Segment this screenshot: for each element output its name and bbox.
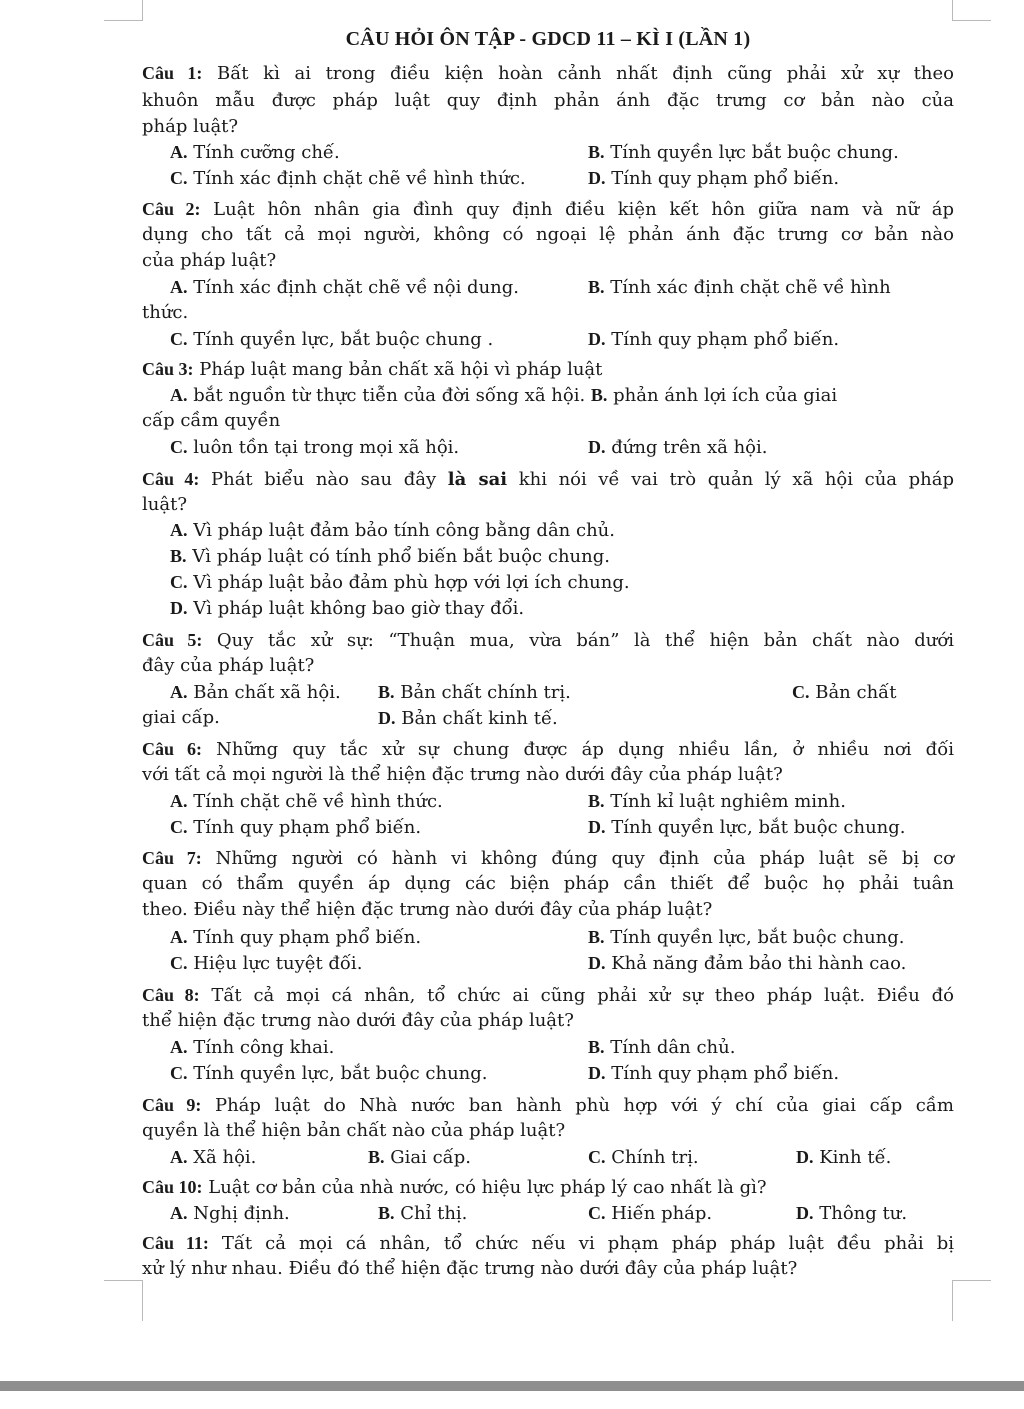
question-5-line-2: đây của pháp luật? (142, 655, 315, 676)
question-2-label: Câu 2: (142, 199, 201, 219)
question-4-text: Phát biểu nào sau đây (199, 469, 448, 490)
option-text: Tính quy phạm phổ biến. (605, 168, 840, 189)
question-7-line-3: theo. Điều này thể hiện đặc trưng nào dưới đây của pháp luật? (142, 899, 713, 920)
option-label: C. (170, 1063, 188, 1083)
question-11-text: Tất cả mọi cá nhân, tổ chức nếu vi phạm pháp pháp luật đều phải bị (208, 1233, 954, 1254)
q8-option-b (588, 1034, 735, 1061)
option-text: Xã hội. (187, 1147, 257, 1168)
option-text: Vì pháp luật bảo đảm phù hợp với lợi ích chung. (187, 572, 630, 593)
q2-option-b (588, 274, 891, 301)
question-1-line-2: khuôn mẫu được pháp luật quy định phản ánh đặc trưng cơ bản nào của (142, 90, 954, 111)
question-11-label: Câu 11: (142, 1233, 209, 1253)
option-label: C. (792, 682, 810, 702)
option-text: Tính kỉ luật nghiêm minh. (604, 791, 846, 812)
option-text: Tính chặt chẽ về hình thức. (187, 791, 443, 812)
q3-option-a (170, 382, 837, 409)
question-5-text: Quy tắc xử sự: “Thuận mua, vừa bán” là thể hiện bản chất nào dưới (202, 630, 954, 651)
q10-option-c (588, 1200, 712, 1227)
q10-option-a (170, 1200, 290, 1227)
q8-option-c (170, 1060, 488, 1087)
option-label: D. (378, 708, 396, 728)
option-label: C. (170, 168, 188, 188)
option-text: Tính xác định chặt chẽ về nội dung. (187, 277, 519, 298)
q2-option-d (588, 326, 839, 353)
q6-option-b (588, 788, 846, 815)
option-text: Tính quyền lực, bắt buộc chung. (187, 1063, 488, 1084)
question-7-line-1 (142, 845, 954, 872)
q3-option-c (170, 434, 459, 461)
option-text: Tính xác định chặt chẽ về hình thức. (187, 168, 526, 189)
q6-option-d (588, 814, 906, 841)
option-label: C. (170, 817, 188, 837)
option-text: Hiệu lực tuyệt đối. (187, 953, 363, 974)
option-label: B. (588, 791, 605, 811)
question-10-line-1 (142, 1174, 767, 1201)
question-1-label: Câu 1: (142, 63, 203, 83)
q9-option-c (588, 1144, 699, 1171)
option-text: Bản chất chính trị. (394, 682, 571, 703)
option-label: D. (796, 1203, 814, 1223)
question-10-label: Câu 10: (142, 1177, 203, 1197)
option-text: Bản chất xã hội. (187, 682, 341, 703)
question-9-line-2: quyền là thể hiện bản chất nào của pháp luật? (142, 1120, 566, 1141)
q5-option-c (792, 679, 896, 706)
option-text: Tính quy phạm phổ biến. (605, 1063, 840, 1084)
q8-option-d (588, 1060, 839, 1087)
question-5-label: Câu 5: (142, 630, 203, 650)
option-label: D. (588, 1063, 606, 1083)
q8-option-a (170, 1034, 334, 1061)
option-label: A. (170, 1147, 188, 1167)
q3-option-b-continuation: cấp cầm quyền (142, 410, 281, 431)
option-label: B. (590, 385, 608, 405)
question-11-line-1 (142, 1230, 954, 1257)
question-8-line-2: thể hiện đặc trưng nào dưới đây của pháp luật? (142, 1010, 574, 1031)
question-4-emphasis: là sai (447, 469, 508, 490)
q9-option-b (368, 1144, 471, 1171)
q5-option-a (170, 679, 341, 706)
question-1-line-3: pháp luật? (142, 116, 239, 137)
question-2-text: Luật hôn nhân gia đình quy định điều kiện kết hôn giữa nam và nữ áp (200, 199, 954, 220)
q10-option-b (378, 1200, 467, 1227)
page-separator-bar (0, 1381, 1024, 1391)
question-9-label: Câu 9: (142, 1095, 202, 1115)
option-label: C. (170, 329, 188, 349)
option-text: Tính quy phạm phổ biến. (187, 927, 422, 948)
question-6-line-1 (142, 736, 954, 763)
question-4-line-2: luật? (142, 494, 187, 515)
question-1-line-1 (142, 60, 954, 87)
option-text: Bản chất (809, 682, 897, 703)
q7-option-b (588, 924, 905, 951)
question-6-text: Những quy tắc xử sự chung được áp dụng nhiều lần, ở nhiều nơi đối (201, 739, 954, 760)
q9-option-d (796, 1144, 891, 1171)
option-text: Thông tư. (813, 1203, 908, 1224)
option-label: D. (588, 953, 606, 973)
option-text: đứng trên xã hội. (605, 437, 768, 458)
question-7-text: Những người có hành vi không đúng quy định của pháp luật sẽ bị cơ (201, 848, 954, 869)
q6-option-a (170, 788, 443, 815)
option-text: Nghị định. (187, 1203, 290, 1224)
q2-option-b-continuation: thức. (142, 302, 189, 323)
option-text: Tính quyền lực, bắt buộc chung. (604, 927, 905, 948)
option-label: D. (796, 1147, 814, 1167)
option-text: Tính dân chủ. (604, 1037, 736, 1058)
question-3-label: Câu 3: (142, 359, 194, 379)
question-3-line-1 (142, 356, 602, 383)
option-label: D. (588, 817, 606, 837)
option-text: Chỉ thị. (394, 1203, 468, 1224)
option-text: Giai cấp. (384, 1147, 471, 1168)
question-9-text: Pháp luật do Nhà nước ban hành phù hợp với ý chí của giai cấp cầm (201, 1095, 954, 1116)
option-text: Vì pháp luật đảm bảo tính công bằng dân chủ. (187, 520, 615, 541)
question-7-line-2: quan có thẩm quyền áp dụng các biện pháp cần thiết để buộc họ phải tuân (142, 873, 954, 894)
option-text: Tính quyền lực, bắt buộc chung . (187, 329, 494, 350)
option-label: B. (588, 1037, 605, 1057)
option-label: B. (368, 1147, 385, 1167)
question-9-line-1 (142, 1092, 954, 1119)
option-text: Khả năng đảm bảo thi hành cao. (605, 953, 907, 974)
question-4-line-1 (142, 466, 954, 493)
option-label: C. (170, 437, 188, 457)
q9-option-a (170, 1144, 256, 1171)
q6-option-c (170, 814, 421, 841)
option-text: Tính cưỡng chế. (187, 142, 340, 163)
option-label: D. (588, 329, 606, 349)
option-label: B. (378, 1203, 395, 1223)
question-2-line-1 (142, 196, 954, 223)
option-label: B. (588, 142, 605, 162)
option-label: D. (588, 437, 606, 457)
option-text: luôn tồn tại trong mọi xã hội. (187, 437, 460, 458)
q2-option-c (170, 326, 493, 353)
q7-option-d (588, 950, 906, 977)
q10-option-d (796, 1200, 907, 1227)
question-8-text: Tất cả mọi cá nhân, tổ chức ai cũng phải xử sự theo pháp luật. Điều đó (199, 985, 955, 1006)
option-label: C. (588, 1147, 606, 1167)
option-label: C. (170, 953, 188, 973)
crop-mark-bottom-right (952, 1280, 991, 1321)
option-label: B. (378, 682, 395, 702)
q5-option-d (378, 705, 558, 732)
q4-option-d (170, 595, 524, 622)
option-text: Vì pháp luật không bao giờ thay đổi. (187, 598, 525, 619)
q5-option-c-continuation: giai cấp. (142, 707, 220, 728)
option-label: A. (170, 791, 188, 811)
q1-option-d (588, 165, 839, 192)
option-label: A. (170, 277, 188, 297)
option-label: B. (588, 927, 605, 947)
option-label: A. (170, 927, 188, 947)
question-10-text: Luật cơ bản của nhà nước, có hiệu lực pháp lý cao nhất là gì? (202, 1177, 767, 1198)
option-text: phản ánh lợi ích của giai (607, 385, 838, 406)
option-text: Hiến pháp. (605, 1203, 713, 1224)
option-label: B. (170, 546, 187, 566)
q7-option-a (170, 924, 421, 951)
question-4-label: Câu 4: (142, 469, 200, 489)
option-label: C. (170, 572, 188, 592)
option-label: A. (170, 682, 188, 702)
q5-option-b (378, 679, 571, 706)
option-label: B. (588, 277, 605, 297)
q1-option-a (170, 139, 340, 166)
option-text: Tính công khai. (187, 1037, 335, 1058)
option-text: Chính trị. (605, 1147, 699, 1168)
option-label: D. (170, 598, 188, 618)
question-6-line-2: với tất cả mọi người là thể hiện đặc trưng nào dưới đây của pháp luật? (142, 764, 783, 785)
option-text: Tính xác định chặt chẽ về hình (604, 277, 891, 298)
option-text: bắt nguồn từ thực tiễn của đời sống xã hội. (187, 385, 586, 406)
option-text: Tính quy phạm phổ biến. (187, 817, 422, 838)
option-label: A. (170, 385, 188, 405)
option-label: C. (588, 1203, 606, 1223)
option-text: Tính quy phạm phổ biến. (605, 329, 840, 350)
crop-mark-top-left (104, 0, 143, 21)
question-1-text: Bất kì ai trong điều kiện hoàn cảnh nhất định cũng phải xử xự theo (202, 63, 954, 84)
option-label: A. (170, 1037, 188, 1057)
q3-option-d (588, 434, 768, 461)
option-text: Vì pháp luật có tính phổ biến bắt buộc chung. (186, 546, 610, 567)
crop-mark-bottom-left (104, 1280, 143, 1321)
option-text: Kinh tế. (813, 1147, 892, 1168)
q2-option-a (170, 274, 519, 301)
q4-option-c (170, 569, 630, 596)
question-3-text: Pháp luật mang bản chất xã hội vì pháp luật (193, 359, 603, 380)
q1-option-c (170, 165, 526, 192)
crop-mark-top-right (952, 0, 991, 21)
question-8-label: Câu 8: (142, 985, 200, 1005)
question-7-label: Câu 7: (142, 848, 202, 868)
option-label: A. (170, 520, 188, 540)
q4-option-b (170, 543, 610, 570)
option-text: Bản chất kinh tế. (395, 708, 558, 729)
question-4-text-end: khi nói về vai trò quản lý xã hội của pháp (507, 469, 954, 490)
option-label: D. (588, 168, 606, 188)
question-11-line-2: xử lý như nhau. Điều đó thể hiện đặc trưng nào dưới đây của pháp luật? (142, 1258, 798, 1279)
question-6-label: Câu 6: (142, 739, 202, 759)
document-title: CÂU HỎI ÔN TẬP - GDCD 11 – KÌ I (LẦN 1) (345, 28, 751, 50)
question-8-line-1 (142, 982, 954, 1009)
option-label: A. (170, 1203, 188, 1223)
q1-option-b (588, 139, 899, 166)
question-2-line-2: dụng cho tất cả mọi người, không có ngoại lệ phản ánh đặc trưng cơ bản nào (142, 224, 954, 245)
question-2-line-3: của pháp luật? (142, 250, 277, 271)
option-text: Tính quyền lực bắt buộc chung. (604, 142, 899, 163)
option-label: A. (170, 142, 188, 162)
option-text: Tính quyền lực, bắt buộc chung. (605, 817, 906, 838)
q7-option-c (170, 950, 362, 977)
q4-option-a (170, 517, 615, 544)
question-5-line-1 (142, 627, 954, 654)
